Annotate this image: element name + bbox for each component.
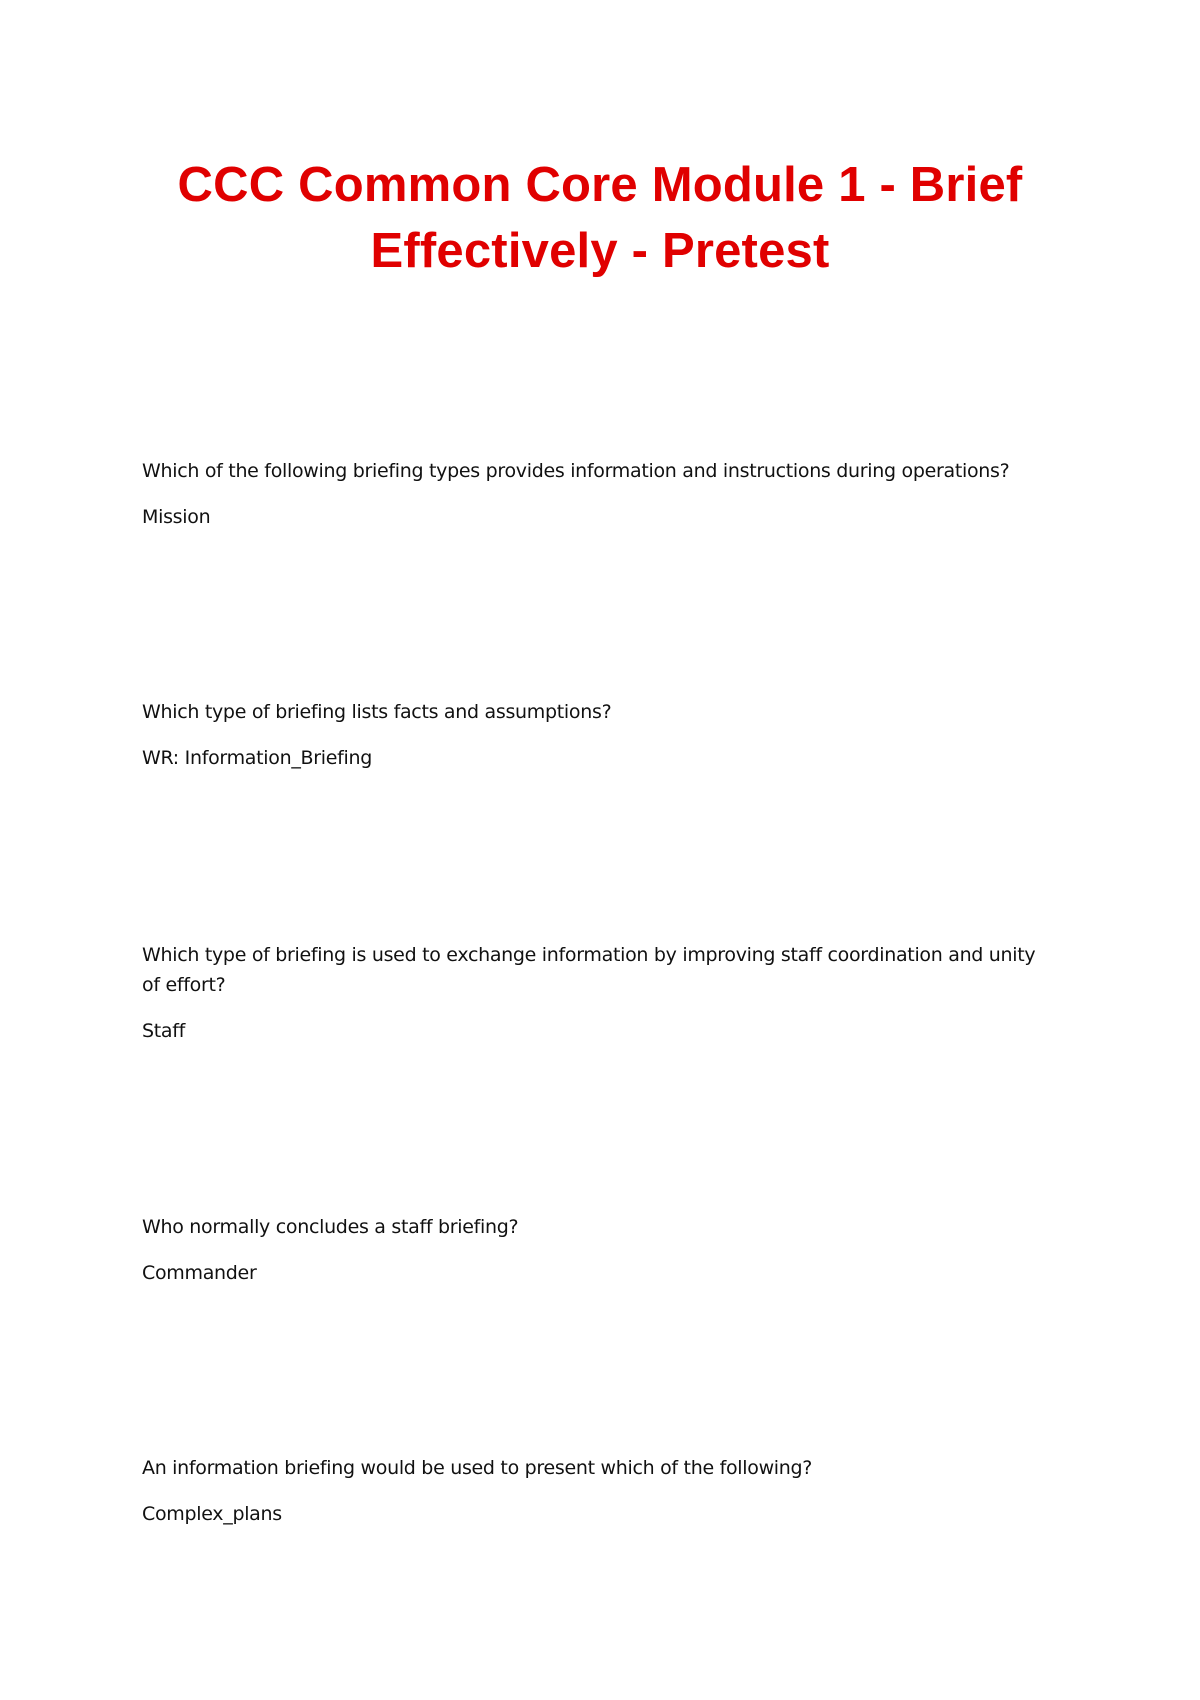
question-text: Which of the following briefing types provides information and instructions during operations?	[142, 460, 1010, 482]
answer-text: Commander	[142, 1262, 257, 1284]
document-title-line-2: Effectively - Pretest	[370, 224, 830, 278]
question-text: Which type of briefing lists facts and assumptions?	[142, 701, 612, 723]
qa-item-5	[142, 1453, 1042, 1529]
answer-text: Complex_plans	[142, 1503, 282, 1525]
qa-item-2	[142, 697, 1042, 773]
answer-text: Mission	[142, 506, 211, 528]
question-text: Who normally concludes a staff briefing?	[142, 1216, 519, 1238]
question-text: Which type of briefing is used to exchange information by improving staff coordination and unity of effort?	[142, 944, 1036, 996]
qa-item-3	[142, 940, 1042, 1046]
answer-text: Staff	[142, 1020, 186, 1042]
qa-item-4	[142, 1212, 1042, 1288]
answer-text: WR: Information_Briefing	[142, 747, 373, 769]
document-title-line-1: CCC Common Core Module 1 - Brief	[177, 158, 1023, 212]
question-text: An information briefing would be used to present which of the following?	[142, 1457, 813, 1479]
qa-item-1	[142, 456, 1042, 532]
